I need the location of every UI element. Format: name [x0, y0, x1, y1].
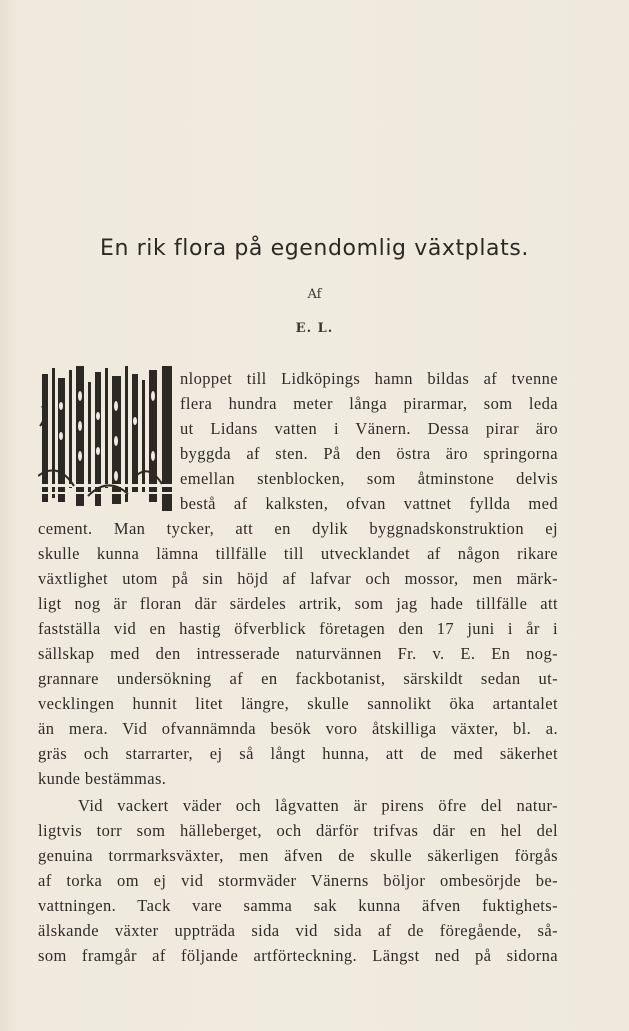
text-line: gräs och starrarter, ej så långt hunna, att de med säkerhet [38, 744, 558, 763]
text-line: kunde bestämmas. [38, 769, 167, 788]
text-line: älskande växter uppträda sida vid sida af de föregående, så- [38, 921, 558, 940]
text-line: nloppet till Lidköpings hamn bildas af tvenne [180, 369, 558, 388]
text-line: ut Lidans vatten i Vänern. Dessa pirar äro [180, 419, 558, 438]
text-line: byggda af sten. På den östra äro springorna [180, 444, 558, 463]
text-line: fastställa vid en hastig öfverblick företagen den 17 juni i år i [38, 619, 558, 638]
text-line: Vid vackert väder och lågvatten är pirens öfre del natur- [78, 796, 558, 815]
article-title: En rik flora på egendomlig växtplats. [99, 236, 529, 261]
text-line: som framgår af följande artförteckning. Längst ned på sidorna [38, 946, 558, 965]
byline-af: Af [307, 287, 322, 302]
text-line: flera hundra meter långa pirarmar, som leda [180, 394, 558, 413]
text-line: vecklingen hunnit litet längre, skulle sannolikt öka artantalet [38, 694, 558, 713]
text-line: genuina torrmarksväxter, men äfven de skulle säkerligen förgås [38, 846, 558, 865]
text-line: vattningen. Tack vare samma sak kunna äfven fuktighets- [38, 896, 558, 915]
decorative-initial-icon [38, 366, 174, 511]
text-line: grannare undersökning af en fackbotanist, särskildt sedan ut- [38, 669, 558, 688]
text-line: ligtvis torr som hälleberget, och därför trifvas där en hel del [38, 821, 558, 840]
text-line: ligt nog är floran där särdeles artrik, som jag hade tillfälle att [38, 594, 558, 613]
text-line: bestå af kalksten, ofvan vattnet fyllda med [180, 494, 558, 513]
text-line: sällskap med den intresserade naturvännen Fr. v. E. En nog- [38, 644, 558, 663]
text-line: än mera. Vid ofvannämnda besök voro åtskilliga växter, bl. a. [38, 719, 558, 738]
text-line: emellan stenblocken, som åtminstone delvis [180, 469, 558, 488]
text-line: cement. Man tycker, att en dylik byggnadskonstruktion ej [38, 519, 558, 538]
author-initials: E. L. [295, 321, 334, 336]
text-line: växtlighet utom på sin höjd af lafvar och mossor, men märk- [38, 569, 558, 588]
text-line: af torka om ej vid stormväder Vänerns böljor ombesörjde be- [38, 871, 558, 890]
text-line: skulle kunna lämna tillfälle till utvecklandet af någon rikare [38, 544, 558, 563]
